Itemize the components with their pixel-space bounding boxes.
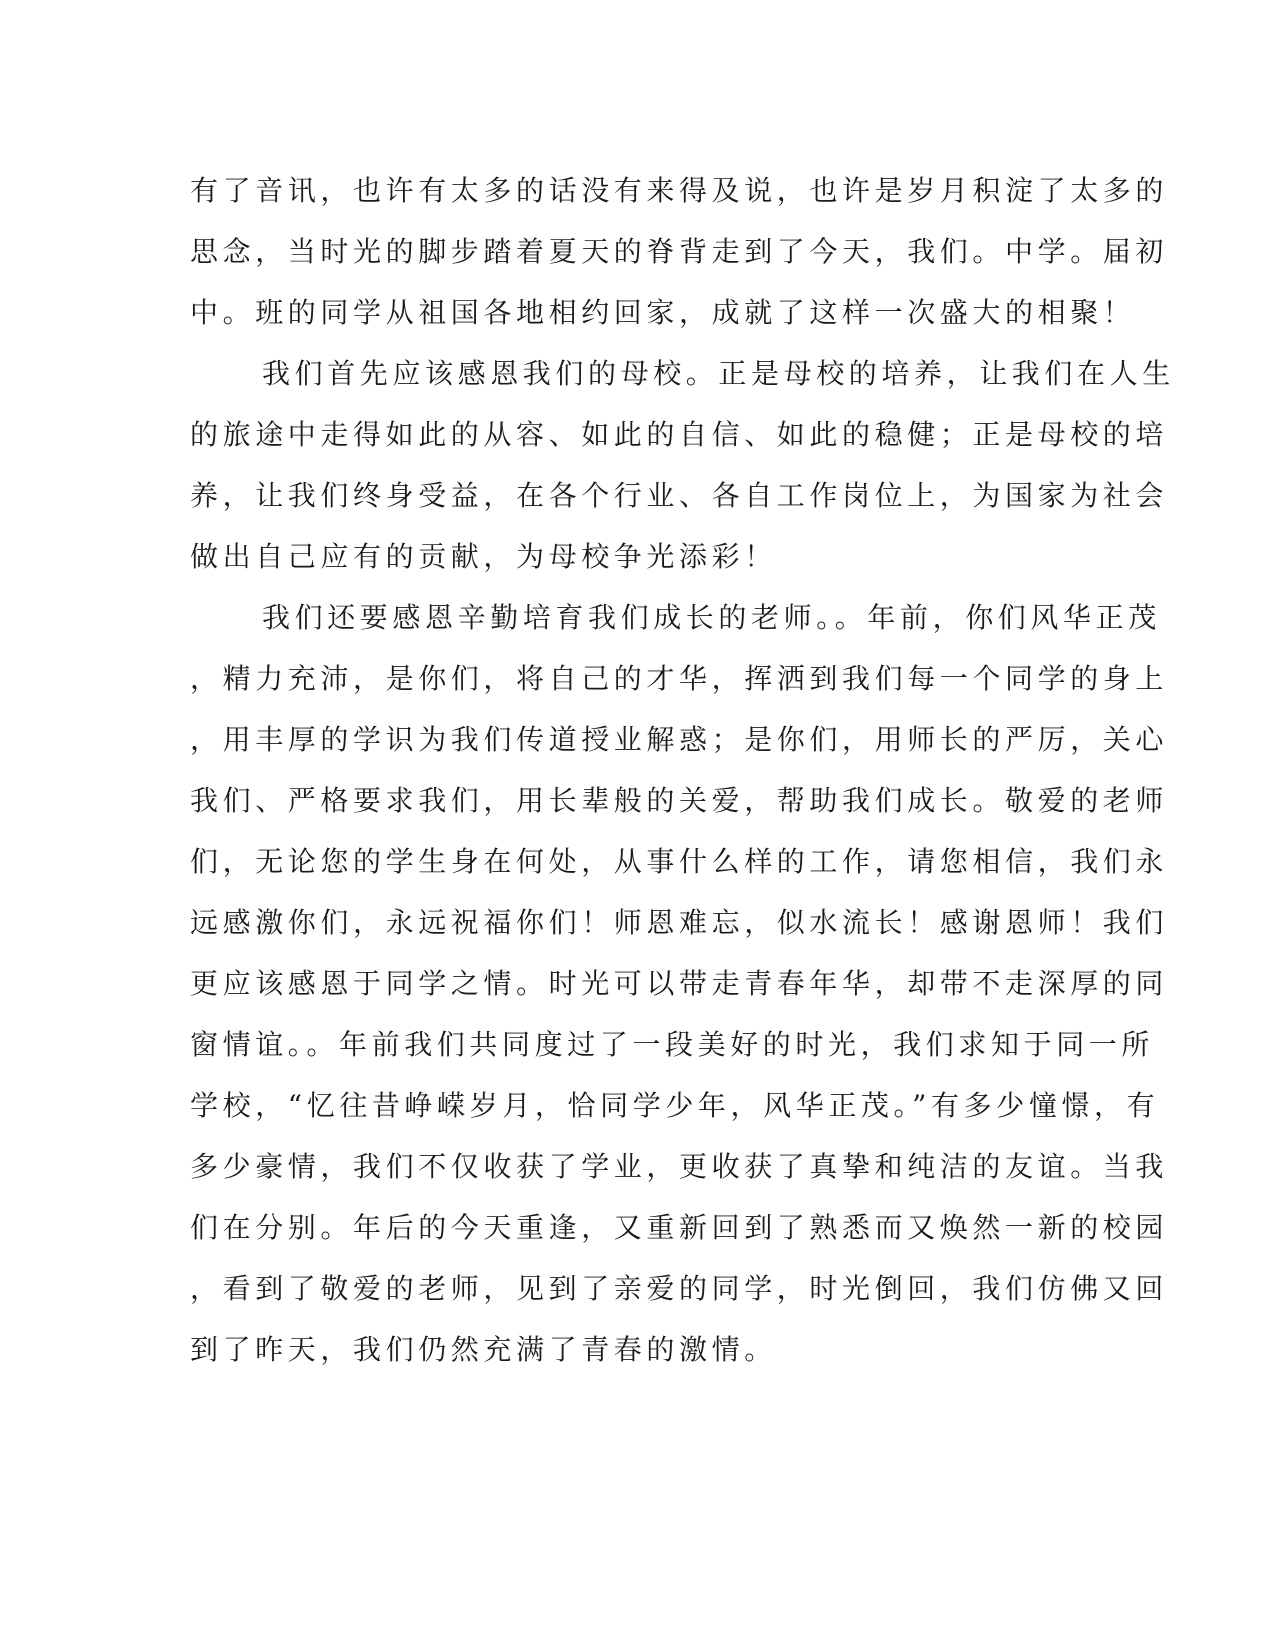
text-line: 我们、严格要求我们，用长辈般的关爱，帮助我们成长。敬爱的老师	[190, 784, 1169, 817]
text-line: 思念，当时光的脚步踏着夏天的脊背走到了今天，我们。中学。届初	[190, 235, 1169, 268]
text-line: ，看到了敬爱的老师，见到了亲爱的同学，时光倒回，我们仿佛又回	[190, 1272, 1169, 1305]
text-line: 养，让我们终身受益，在各个行业、各自工作岗位上，为国家为社会	[190, 479, 1169, 512]
text-line: ，用丰厚的学识为我们传道授业解惑；是你们，用师长的严厉，关心	[190, 723, 1169, 756]
text-line: 到了昨天，我们仍然充满了青春的激情。	[190, 1333, 777, 1366]
paragraph-start-line: 我们首先应该感恩我们的母校。正是母校的培养，让我们在人生	[262, 357, 1175, 390]
text-line: 更应该感恩于同学之情。时光可以带走青春年华，却带不走深厚的同	[190, 967, 1169, 1000]
paragraph-start-line: 我们还要感恩辛勤培育我们成长的老师。。年前，你们风华正茂	[262, 601, 1161, 634]
text-line: ，精力充沛，是你们，将自己的才华，挥洒到我们每一个同学的身上	[190, 662, 1169, 695]
text-line: 们，无论您的学生身在何处，从事什么样的工作，请您相信，我们永	[190, 845, 1169, 878]
text-line: 有了音讯，也许有太多的话没有来得及说，也许是岁月积淀了太多的	[190, 174, 1169, 207]
text-line: 学校，“忆往昔峥嵘岁月，恰同学少年，风华正茂。”有多少憧憬，有	[190, 1089, 1160, 1122]
speech-text	[190, 160, 1175, 1380]
text-line: 的旅途中走得如此的从容、如此的自信、如此的稳健；正是母校的培	[190, 418, 1169, 451]
text-line: 们在分别。年后的今天重逢，又重新回到了熟悉而又焕然一新的校园	[190, 1211, 1169, 1244]
text-line: 做出自己应有的贡献，为母校争光添彩！	[190, 540, 777, 573]
text-line: 中。班的同学从祖国各地相约回家，成就了这样一次盛大的相聚！	[190, 296, 1136, 329]
text-line: 多少豪情，我们不仅收获了学业，更收获了真挚和纯洁的友谊。当我	[190, 1150, 1169, 1183]
text-line: 远感激你们，永远祝福你们！师恩难忘，似水流长！感谢恩师！我们	[190, 906, 1169, 939]
text-line: 窗情谊。。年前我们共同度过了一段美好的时光，我们求知于同一所	[190, 1028, 1155, 1061]
